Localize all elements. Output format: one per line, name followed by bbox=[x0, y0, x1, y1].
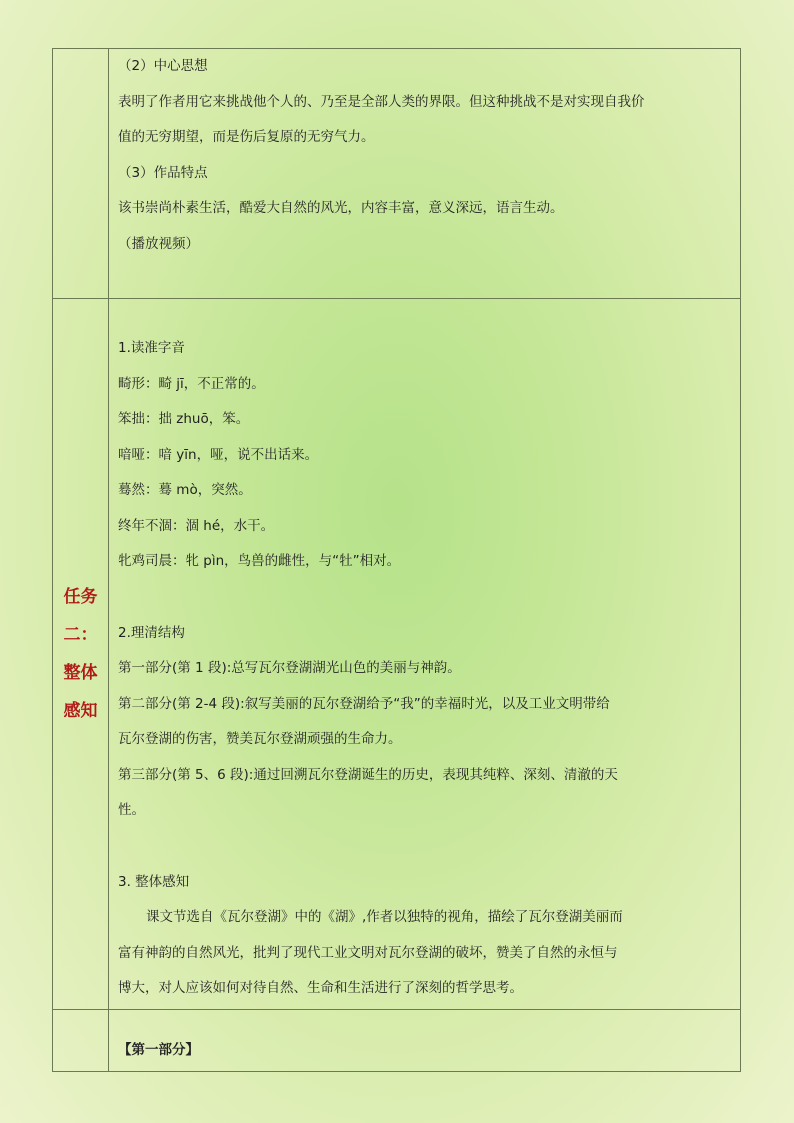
section-heading-structure: 2.理清结构 bbox=[118, 624, 185, 641]
content-cell-summary bbox=[109, 49, 741, 299]
section-heading-overview: 3. 整体感知 bbox=[118, 873, 190, 890]
row-label-cell-empty bbox=[53, 1010, 109, 1072]
structure-line: 第三部分(第 5、6 段):通过回溯瓦尔登湖诞生的历史，表现其纯粹、深刻、清澈的天 bbox=[118, 766, 618, 783]
table-row-summary bbox=[53, 49, 741, 299]
part-one-heading: 【第一部分】 bbox=[118, 1042, 199, 1058]
row-label-cell-empty bbox=[53, 49, 109, 299]
paragraph-line: 表明了作者用它来挑战他个人的、乃至是全部人类的界限。但这种挑战不是对实现自我价 bbox=[118, 93, 645, 110]
table-row-task-two bbox=[53, 299, 741, 1010]
structure-line: 性。 bbox=[118, 802, 145, 818]
content-cell-task-two bbox=[109, 299, 741, 1010]
structure-line: 第一部分(第 1 段):总写瓦尔登湖湖光山色的美丽与神韵。 bbox=[118, 660, 461, 676]
lesson-plan-table bbox=[52, 48, 741, 1072]
pronunciation-item: 蓦然：蓦 mò，突然。 bbox=[118, 482, 252, 498]
pronunciation-item: 牝鸡司晨：牝 pìn，鸟兽的雌性，与“牡”相对。 bbox=[118, 553, 401, 569]
structure-line: 第二部分(第 2-4 段):叙写美丽的瓦尔登湖给予“我”的幸福时光，以及工业文明带给 bbox=[118, 695, 610, 712]
task-label-line: 二： bbox=[63, 625, 98, 645]
overview-line: 课文节选自《瓦尔登湖》中的《湖》,作者以独特的视角，描绘了瓦尔登湖美丽而 bbox=[146, 909, 623, 925]
task-label-cell bbox=[53, 299, 109, 1010]
content-cell-part-one bbox=[109, 1010, 741, 1072]
pronunciation-item: 终年不涸：涸 hé，水干。 bbox=[118, 517, 275, 534]
table-row-part-one bbox=[53, 1010, 741, 1072]
section-heading-pronunciation: 1.读准字音 bbox=[118, 340, 185, 356]
pronunciation-item: 畸形：畸 jī，不正常的。 bbox=[118, 375, 265, 392]
video-note: （播放视频） bbox=[118, 235, 199, 252]
overview-line: 富有神韵的自然风光，批判了现代工业文明对瓦尔登湖的破坏，赞美了自然的永恒与 bbox=[118, 944, 618, 961]
task-label-line: 整体 bbox=[63, 663, 98, 683]
structure-line: 瓦尔登湖的伤害，赞美瓦尔登湖顽强的生命力。 bbox=[118, 731, 402, 747]
pronunciation-item: 喑哑：喑 yīn，哑，说不出话来。 bbox=[118, 446, 319, 463]
task-label bbox=[53, 582, 108, 726]
subheading-features: （3）作品特点 bbox=[118, 164, 208, 181]
overview-line: 博大，对人应该如何对待自然、生命和生活进行了深刻的哲学思考。 bbox=[118, 980, 523, 996]
task-label-line: 任务 bbox=[63, 587, 98, 607]
pronunciation-item: 笨拙：拙 zhuō，笨。 bbox=[118, 411, 250, 427]
subheading-central-idea: （2）中心思想 bbox=[118, 58, 208, 74]
paragraph-line: 该书崇尚朴素生活，酷爱大自然的风光，内容丰富，意义深远，语言生动。 bbox=[118, 200, 564, 216]
paragraph-line: 值的无穷期望，而是伤后复原的无穷气力。 bbox=[118, 129, 375, 145]
task-label-line: 感知 bbox=[63, 701, 98, 721]
